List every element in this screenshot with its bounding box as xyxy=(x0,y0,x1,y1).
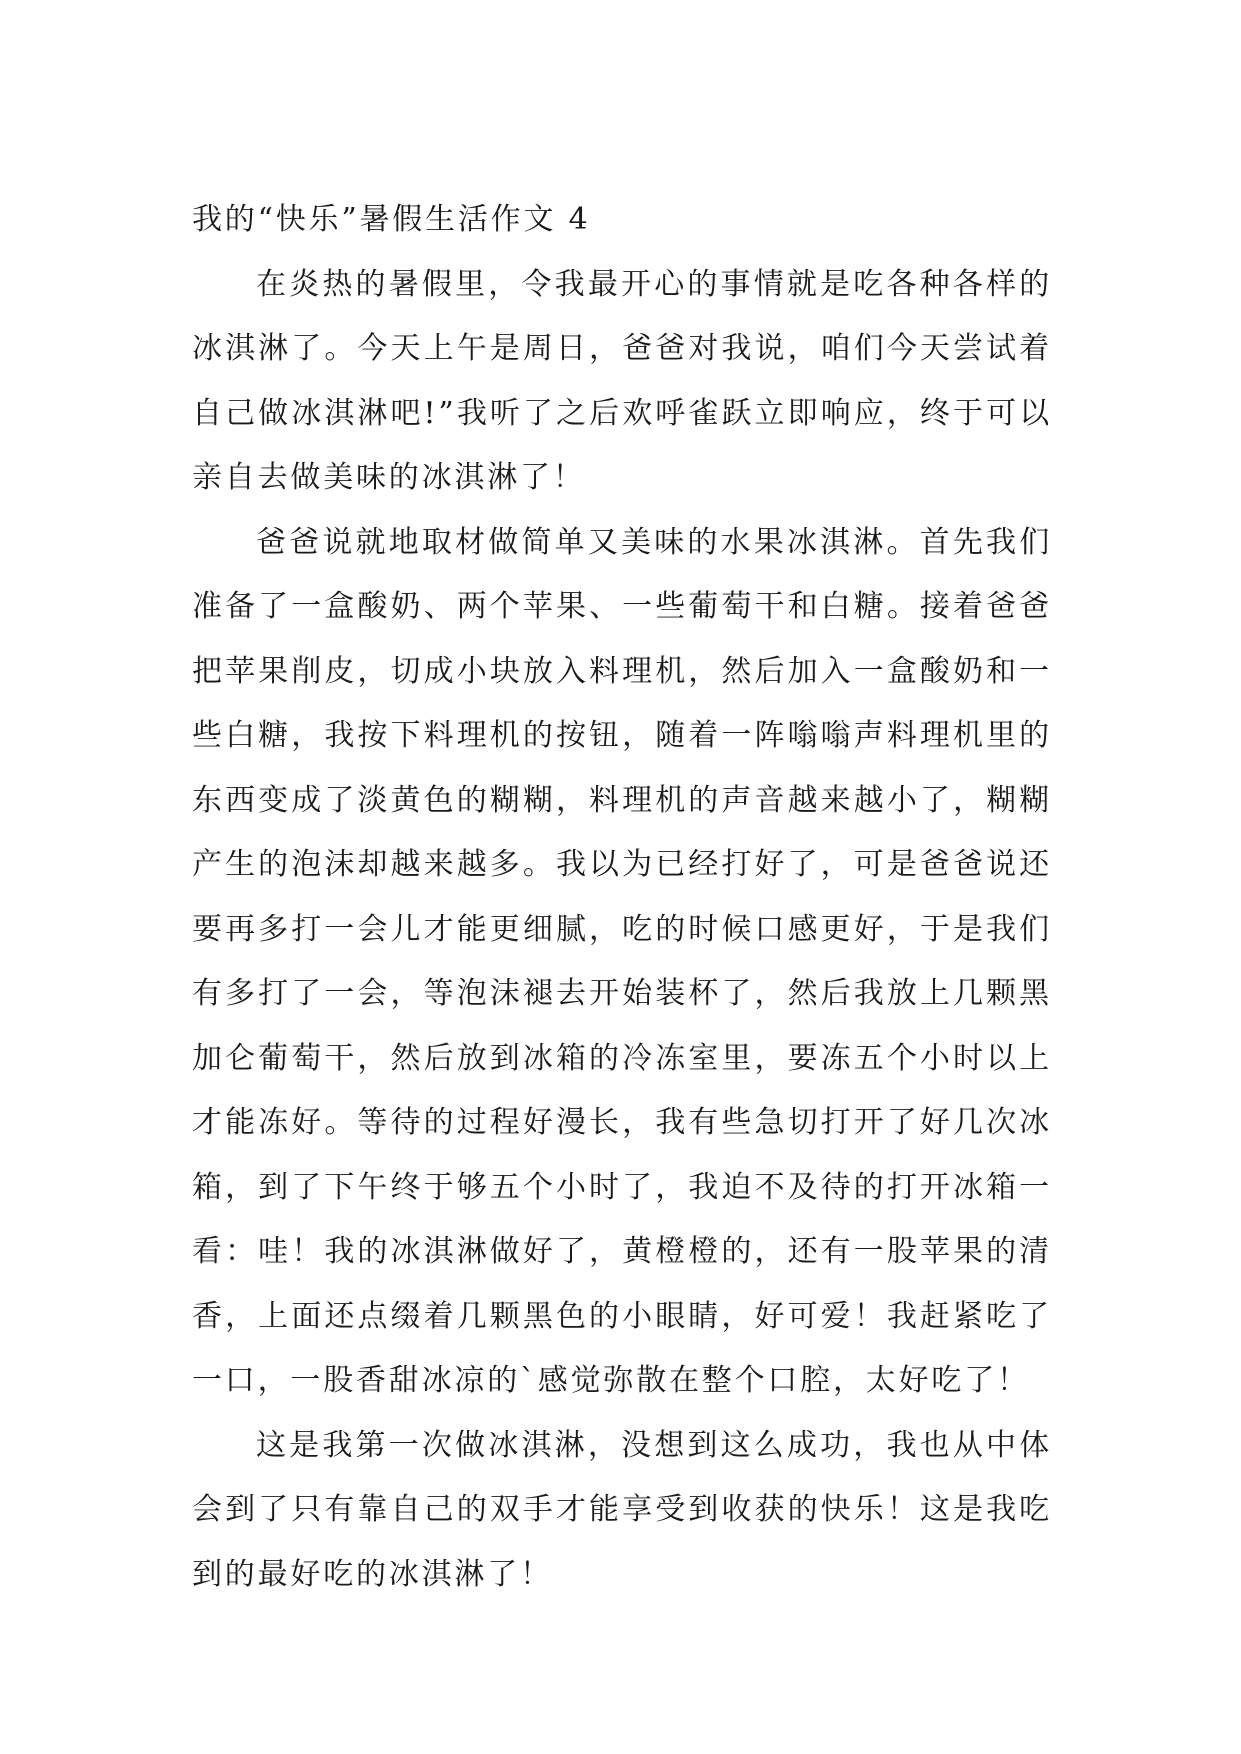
essay-title: 我的“快乐”暑假生活作文 4 xyxy=(192,202,591,237)
paragraph-2: 爸爸说就地取材做简单又美味的水果冰淇淋。首先我们准备了一盒酸奶、两个苹果、一些葡萄干和白糖。接着爸爸把苹果削皮，切成小块放入料理机，然后加入一盒酸奶和一些白糖，我按下料理机的按钮，随着一阵嗡嗡声料理机里的东西变成了淡黄色的糊糊，料理机的声音越来越小了，糊糊产生的泡沫却越来越多。我以为已经打好了，可是爸爸说还要再多打一会儿才能更细腻，吃的时候口感更好，于是我们有多打了一会，等泡沫褪去开始装杯了，然后我放上几颗黑加仑葡萄干，然后放到冰箱的冷冻室里，要冻五个小时以上才能冻好。等待的过程好漫长，我有些急切打开了好几次冰箱，到了下午终于够五个小时了，我迫不及待的打开冰箱一看：哇！我的冰淇淋做好了，黄橙橙的，还有一股苹果的清香，上面还点缀着几颗黑色的小眼睛，好可爱！我赶紧吃了一口，一股香甜冰凉的`感觉弥散在整个口腔，太好吃了！ xyxy=(192,524,1052,1398)
paragraph-1: 在炎热的暑假里，令我最开心的事情就是吃各种各样的冰淇淋了。今天上午是周日，爸爸对我说，咱们今天尝试着自己做冰淇淋吧!”我听了之后欢呼雀跃立即响应，终于可以亲自去做美味的冰淇淋了！ xyxy=(192,266,1052,495)
paragraph-3: 这是我第一次做冰淇淋，没想到这么成功，我也从中体会到了只有靠自己的双手才能享受到收获的快乐！这是我吃到的最好吃的冰淇淋了！ xyxy=(192,1427,1052,1592)
document-page xyxy=(192,188,1052,1607)
